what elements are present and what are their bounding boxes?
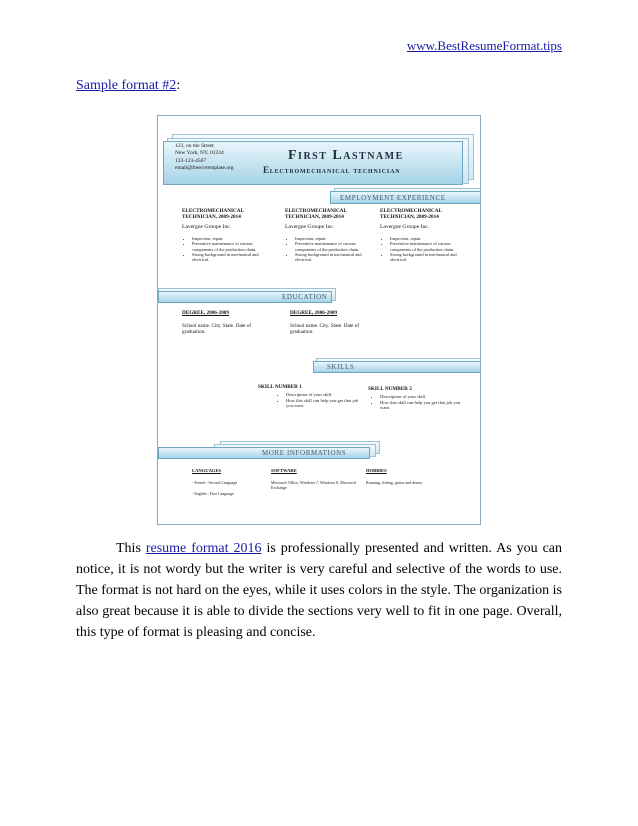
more-heading: HOBBIES bbox=[366, 468, 387, 473]
education-section-title: EDUCATION bbox=[282, 293, 328, 301]
sample-format-link[interactable]: Sample format #2 bbox=[76, 78, 177, 93]
job-bullets: • Inspection, repair. • Preventive maintenance of various components of the production chain. • Strong background in mechanical and electrical. bbox=[182, 236, 272, 262]
degree-details: School name. City. State. Date of graduation. bbox=[182, 323, 252, 336]
job-bullets: • Inspection, repair. • Preventive maintenance of various components of the production chain. • Strong background in mechanical and electrical. bbox=[380, 236, 470, 262]
resume-format-link[interactable]: resume format 2016 bbox=[145, 541, 262, 556]
skill-bullets: • Description of your skill. • How this skill can help you get that job you want. bbox=[370, 394, 464, 411]
more-section-title: MORE INFORMATIONS bbox=[262, 449, 347, 457]
contact-address: 123, on the Street bbox=[175, 143, 214, 149]
skills-section-title: SKILLS bbox=[327, 363, 355, 371]
job-company: Lavergne Groupe Inc. bbox=[285, 224, 335, 230]
resume-subtitle: Electromechanical technician bbox=[263, 165, 401, 175]
sample-format-colon: : bbox=[176, 78, 181, 93]
skill-title: SKILL NUMBER 2 bbox=[368, 386, 412, 392]
job-title: ELECTROMECHANICAL TECHNICIAN, 2009-2014 bbox=[182, 208, 244, 220]
contact-city: New York, NY, 01234 bbox=[175, 150, 224, 157]
job-title: ELECTROMECHANICAL TECHNICIAN, 2009-2014 bbox=[285, 208, 347, 220]
more-heading: SOFTWARE bbox=[271, 468, 297, 473]
skill-title: SKILL NUMBER 1 bbox=[258, 384, 302, 390]
more-heading: LANGUAGES bbox=[192, 468, 222, 473]
contact-block bbox=[175, 143, 234, 172]
degree-title: DEGREE, 2006-2009 bbox=[182, 310, 229, 316]
more-details: - French : Second Language - English : First Language bbox=[192, 480, 238, 496]
job-title: ELECTROMECHANICAL TECHNICIAN, 2009-2014 bbox=[380, 208, 442, 220]
job-bullets: • Inspection, repair. • Preventive maintenance of various components of the production chain. • Strong background in mechanical and electrical. bbox=[285, 236, 377, 262]
skill-bullets: • Description of your skill. • How this skill can help you get that job you want. bbox=[276, 392, 366, 409]
resume-name: First Lastname bbox=[288, 148, 404, 163]
degree-details: School name. City. State. Date of graduation. bbox=[290, 323, 360, 336]
contact-phone: 123-123-4567 bbox=[175, 157, 207, 164]
more-details: Microsoft Office, Windows 7, Windows 8, Microsoft Exchange bbox=[271, 480, 356, 490]
degree-title: DEGREE, 2006-2009 bbox=[290, 310, 337, 316]
resume-preview-image bbox=[157, 115, 481, 525]
more-details: Running, fishing, guitar and drums. bbox=[366, 480, 423, 485]
description-paragraph bbox=[76, 538, 562, 643]
paragraph-body: is professionally presented and written. As you can notice, it is not wordy but the writer is very careful and selective of the words to use. The format is not hard on the eyes, while it uses colors in the style. The organization is also great because it is able to divide the sections very well to fit in one page. Overall, this type of format is pleasing and concise. bbox=[76, 541, 562, 640]
paragraph-lead: This bbox=[116, 541, 146, 556]
site-url-link[interactable]: www.BestResumeFormat.tips bbox=[406, 38, 562, 53]
sample-format-heading bbox=[76, 78, 180, 94]
employment-section-title: EMPLOYMENT EXPERIENCE bbox=[340, 194, 446, 202]
job-company: Lavergne Groupe Inc. bbox=[380, 224, 430, 230]
contact-email: email@freecvtemplate.org bbox=[175, 164, 234, 171]
job-company: Lavergne Groupe Inc. bbox=[182, 224, 232, 230]
